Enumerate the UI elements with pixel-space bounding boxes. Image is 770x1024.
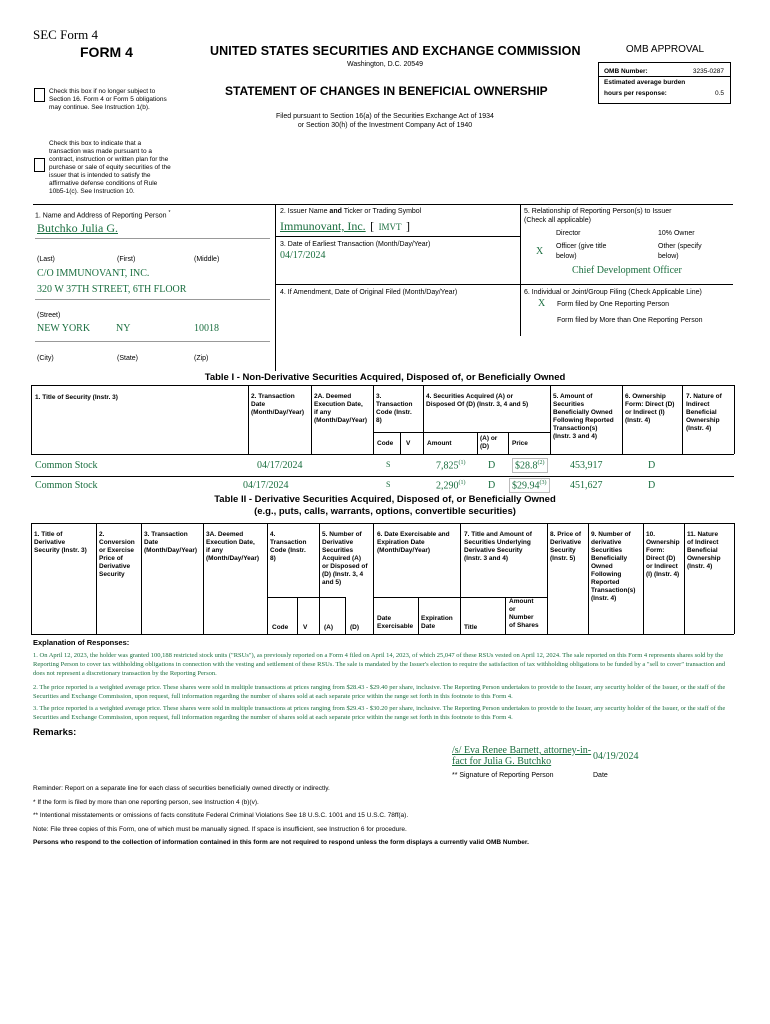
t1-col5-line: Following Reported xyxy=(553,417,614,424)
row1-amount xyxy=(436,460,466,471)
box1-last: (Last) xyxy=(37,256,55,263)
t2-col2-line: Conversion xyxy=(99,539,135,546)
filed-pursuant-line1: Filed pursuant to Section 16(a) of the Securities Exchange Act of 1934 xyxy=(276,113,494,120)
t1-col4-line: Disposed Of (D) (Instr. 3, 4 and 5) xyxy=(426,401,529,408)
footnote-1: 1. On April 12, 2023, the holder was granted 100,188 restricted stock units ("RSUs"), as previously reported on a Form 4 filed on April 14, 2023, of which 25,047 of these RSUs vested on April 12, 2024. The sale reported on this Form 4 represents shares sold by the Reporting Person to cover tax withholding obligations in connection with the vesting and settlement of these RSUs. The sale is mandated by the Issuer's election to require the satisfaction of tax withholding obligations to be funded by a "sell to cover" transaction and does not represent a discretionary transaction by the Reporting Person. xyxy=(33,652,726,677)
row2-amount-footnote: (1) xyxy=(458,480,466,486)
t1-col2a-line: if any xyxy=(314,409,331,416)
t1-col5-line: Securities xyxy=(553,401,585,408)
table1-col-border xyxy=(477,432,478,454)
t1-col2-line: (Month/Day/Year) xyxy=(251,409,305,416)
t2-col3a-line: 3A. Deemed xyxy=(206,531,244,538)
t2-col2-line: Security xyxy=(99,571,125,578)
box3-label: 3. Date of Earliest Transaction (Month/Day/Year) xyxy=(280,241,431,248)
t2-col9-line: (Instr. 4) xyxy=(591,595,617,602)
t2-col11-line: of Indirect xyxy=(687,539,719,546)
t2-exp-line: Expiration xyxy=(421,615,453,622)
statement-title: STATEMENT OF CHANGES IN BENEFICIAL OWNERSHIP xyxy=(225,84,548,98)
t1-v-header: V xyxy=(406,440,411,447)
t2-col10-header xyxy=(646,531,680,579)
t2-col10-line: Ownership xyxy=(646,539,680,546)
earliest-transaction-date: 04/17/2024 xyxy=(280,250,326,261)
t2-col2-line: Derivative xyxy=(99,563,131,570)
t2-col4-line: 8) xyxy=(270,555,276,562)
t2-col5-header xyxy=(322,531,368,587)
t2-col5-line: Securities xyxy=(322,547,354,554)
t1-col7-line: Ownership xyxy=(686,417,720,424)
table1-col-border xyxy=(550,385,551,454)
t1-col5-header xyxy=(553,393,614,441)
box1-city: (City) xyxy=(37,355,54,362)
t2-col10-line: (I) (Instr. 4) xyxy=(646,571,680,578)
section16-checkbox[interactable] xyxy=(34,88,45,102)
t1-aord-header xyxy=(480,435,497,451)
t2-col6-line: (Month/Day/Year) xyxy=(377,547,431,554)
t2-col8-header xyxy=(550,531,581,563)
omb-approval-title: OMB APPROVAL xyxy=(625,44,705,55)
box1-name-line xyxy=(35,238,270,239)
t2-col9-line: Following xyxy=(591,571,622,578)
table2-title1: Table II - Derivative Securities Acquired, Disposed of, or Beneficially Owned xyxy=(214,494,556,505)
row2-amount-value: 2,290 xyxy=(436,480,459,492)
t2-col5-line: (D) (Instr. 3, 4 xyxy=(322,571,364,578)
row2-amount xyxy=(436,480,466,491)
t2-d-header: (D) xyxy=(350,624,360,631)
t1-col7-line: Indirect xyxy=(686,401,710,408)
table2-col-border xyxy=(547,523,548,634)
t2-col3a-header xyxy=(206,531,259,563)
section16-line: may continue. See Instruction 1(b). xyxy=(49,104,150,111)
t2-amount-line: of Shares xyxy=(509,622,539,629)
t1-col2a-header xyxy=(314,393,367,425)
box1-zip: (Zip) xyxy=(194,355,209,362)
table2-col-border xyxy=(345,597,346,634)
one-person-label: Form filed by One Reporting Person xyxy=(557,301,670,308)
t2-col5-line: or Disposed of xyxy=(322,563,368,570)
t2-col6-header xyxy=(377,531,450,555)
remarks-label: Remarks: xyxy=(33,727,77,738)
table2-col-border xyxy=(267,523,268,634)
agency-location: Washington, D.C. 20549 xyxy=(346,61,423,68)
zip-value: 10018 xyxy=(194,323,219,334)
t1-col6-header xyxy=(625,393,674,425)
table1-col-border xyxy=(248,385,249,454)
t2-col4-line: 4. xyxy=(270,531,276,538)
t2-col3a-line: if any xyxy=(206,547,223,554)
address-line1: C/O IMMUNOVANT, INC. xyxy=(37,268,150,279)
table1-col-border xyxy=(311,385,312,454)
t2-col2-line: Price of xyxy=(99,555,123,562)
ticker-open-bracket: [ xyxy=(370,219,375,233)
t1-col5-line: Transaction(s) xyxy=(553,425,598,432)
signature-line2: fact for Julia G. Butchko xyxy=(452,756,552,767)
other-label2: below) xyxy=(658,253,679,260)
filed-pursuant-line2: or Section 30(h) of the Investment Company Act of 1940 xyxy=(297,122,473,129)
t2-col5-line: Derivative xyxy=(322,539,354,546)
rule10b5-line: affirmative defense conditions of Rule xyxy=(49,180,158,187)
box3-bottom-border xyxy=(275,284,733,285)
section16-text xyxy=(49,88,167,112)
table2-col-border xyxy=(297,597,298,634)
one-person-check-mark[interactable]: X xyxy=(538,298,546,309)
issuer-name[interactable]: Immunovant, Inc. xyxy=(280,219,366,233)
section16-line: Section 16. Form 4 or Form 5 obligations xyxy=(49,96,167,103)
table1-col-border xyxy=(682,385,683,454)
t1-col2-line: Date xyxy=(251,401,266,408)
row2-price-footnote: (3) xyxy=(539,480,547,486)
row1-amount-footnote: (1) xyxy=(458,460,466,466)
reporting-person-name[interactable]: Butchko Julia G. xyxy=(37,221,118,235)
officer-title: Chief Development Officer xyxy=(572,265,682,276)
t2-col4-header xyxy=(270,531,306,563)
t2-col1-line: 1. Title of xyxy=(34,531,63,538)
footnote-2: 2. The price reported is a weighted average price. These shares were sold in multiple transactions at prices ranging from $28.43 - $29.40 per share, inclusive. The Reporting Person undertakes to provide to the Issuer, any security holder of the Issuer, or the staff of the Securities and Exchange Commission, upon request, full information regarding the number of shares sold at each separate price within the range set forth in this footnote to this Form 4. xyxy=(33,684,726,700)
t2-col11-line: (Instr. 4) xyxy=(687,563,713,570)
omb-hours-value: 0.5 xyxy=(714,90,724,97)
t2-col9-line: derivative xyxy=(591,539,622,546)
t1-col6-line: Form: Direct (D) xyxy=(625,401,675,408)
note-4: Persons who respond to the collection of information contained in this form are not required to respond unless the form displays a currently valid OMB Number. xyxy=(33,839,529,846)
t2-title-header: Title xyxy=(464,624,478,631)
other-label1: Other (specify xyxy=(658,243,702,250)
note-1: * If the form is filed by more than one reporting person, see Instruction 4 (b)(v). xyxy=(33,799,259,806)
officer-check-mark[interactable]: X xyxy=(536,246,544,257)
t1-col7-line: 7. Nature of xyxy=(686,393,722,400)
t2-date-ex-line: Exercisable xyxy=(377,623,414,630)
t1-col7-header xyxy=(686,393,722,433)
t2-col1-line: Security (Instr. 3) xyxy=(34,547,87,554)
t2-col8-line: Security xyxy=(550,547,576,554)
t2-amount-line: Number xyxy=(509,614,534,621)
sec-form-label: SEC Form 4 xyxy=(33,27,99,42)
row1-price xyxy=(512,458,548,473)
t2-exp-line: Date xyxy=(421,623,436,630)
t2-col9-line: Transaction(s) xyxy=(591,587,636,594)
signature-line1: /s/ Eva Renee Barnett, attorney-in- xyxy=(452,745,592,756)
t2-col5-line: Acquired (A) xyxy=(322,555,361,562)
t2-col10-line: or Indirect xyxy=(646,563,678,570)
t1-col3-line: 8) xyxy=(376,417,382,424)
box1-middle: (Middle) xyxy=(194,256,220,263)
table2-col-border xyxy=(319,523,320,634)
t1-price-header: Price xyxy=(512,440,528,447)
t1-col5-line: 5. Amount of xyxy=(553,393,593,400)
table1-col-border xyxy=(622,385,623,454)
table2-col-border xyxy=(96,523,97,634)
row1-ad: D xyxy=(488,460,496,471)
t1-col3-header xyxy=(376,393,412,425)
note-3: Note: File three copies of this Form, one of which must be manually signed. If space is insufficient, see Instruction 6 for procedure. xyxy=(33,826,407,833)
box2-label-b: Ticker or Trading Symbol xyxy=(341,208,422,215)
t1-aord-line1: (A) or xyxy=(480,435,498,442)
issuer-line xyxy=(280,217,410,235)
footnote-3: 3. The price reported is a weighted average price. These shares were sold in multiple transactions at prices ranging from $29.43 - $30.20 per share, inclusive. The Reporting Person undertakes to provide to the Issuer, any security holder of the Issuer, or the staff of the Securities and Exchange Commission, upon request, full information regarding the number of shares sold at each separate price within the range set forth in this footnote to this Form 4. xyxy=(33,705,726,721)
row1-code: S xyxy=(386,460,391,469)
signature-date: 04/19/2024 xyxy=(593,751,639,762)
table1-col-border xyxy=(508,432,509,454)
row2-ad: D xyxy=(488,480,496,491)
box1-first: (First) xyxy=(117,256,136,263)
table2-col-border xyxy=(643,523,644,634)
t2-col1-header xyxy=(34,531,87,555)
row2-owned: 451,627 xyxy=(570,480,603,491)
box5-label1: 5. Relationship of Reporting Person(s) to Issuer xyxy=(524,208,672,215)
t1-col2-header xyxy=(251,393,304,417)
t2-col10-line: Form: xyxy=(646,547,665,554)
t2-col7-line: Derivative Security xyxy=(464,547,523,554)
t1-col2a-line: Execution Date, xyxy=(314,401,363,408)
t2-col4-line: Transaction xyxy=(270,539,307,546)
t2-col3-line: (Month/Day/Year) xyxy=(144,547,198,554)
table2-col-border xyxy=(588,523,589,634)
table1-top-border xyxy=(31,385,734,386)
t2-col9-line: 9. Number of xyxy=(591,531,631,538)
t2-col9-line: Owned xyxy=(591,563,613,570)
row2-price xyxy=(509,478,550,493)
omb-number-value: 3235-0287 xyxy=(692,68,724,75)
row2-form: D xyxy=(648,480,656,491)
box1-right-border xyxy=(275,204,276,371)
t2-col5-line: 5. Number of xyxy=(322,531,362,538)
rule10b5-line: issuer that is intended to satisfy the xyxy=(49,172,151,179)
t1-col7-line: Beneficial xyxy=(686,409,717,416)
t2-col9-line: Beneficially xyxy=(591,555,628,562)
table1-col-border xyxy=(423,385,424,454)
t2-col8-line: (Instr. 5) xyxy=(550,555,576,562)
t1-col3-line: Transaction xyxy=(376,401,413,408)
box-top-border xyxy=(33,204,733,205)
box1-label xyxy=(35,209,170,220)
t2-col2-line: or Exercise xyxy=(99,547,135,554)
agency-title: UNITED STATES SECURITIES AND EXCHANGE COMMISSION xyxy=(210,44,581,58)
box2-right-border xyxy=(520,204,521,336)
omb-divider xyxy=(599,76,730,77)
table2-col-border xyxy=(505,597,506,634)
t1-code-header: Code xyxy=(377,440,394,447)
table2-col-border xyxy=(734,523,735,634)
t2-col11-line: Ownership xyxy=(687,555,721,562)
row1-price-footnote: (2) xyxy=(537,460,545,466)
row2-code: S xyxy=(386,480,391,489)
table1-header-bottom xyxy=(31,454,734,455)
t2-col11-line: Beneficial xyxy=(687,547,718,554)
signature xyxy=(452,745,591,767)
omb-hours-label: hours per response: xyxy=(604,90,667,97)
t2-col7-line: Securities Underlying xyxy=(464,539,531,546)
t2-col3-line: Date xyxy=(144,539,159,546)
t2-col3a-line: (Month/Day/Year) xyxy=(206,555,260,562)
more-persons-label: Form filed by More than One Reporting Person xyxy=(557,317,703,324)
table1-col-border xyxy=(31,385,32,454)
t2-col8-line: Derivative xyxy=(550,539,582,546)
table1-row-divider xyxy=(31,476,734,477)
box1-label-text: 1. Name and Address of Reporting Person xyxy=(35,212,167,220)
reminder-note: Reminder: Report on a separate line for each class of securities beneficially owned directly or indirectly. xyxy=(33,785,330,792)
box2-label-a: 2. Issuer Name xyxy=(280,208,330,215)
t2-col3-header xyxy=(144,531,197,555)
table2-col-border xyxy=(373,523,374,634)
t2-col7-line: (Instr. 3 and 4) xyxy=(464,555,509,562)
ten-pct-owner-label: 10% Owner xyxy=(658,230,695,237)
t2-col9-header xyxy=(591,531,635,603)
table2-header-bottom xyxy=(31,634,734,635)
t2-col2-header xyxy=(99,531,135,579)
table2-top-border xyxy=(31,523,734,524)
t2-col11-line: 11. Nature xyxy=(687,531,719,538)
t1-col2a-line: (Month/Day/Year) xyxy=(314,417,368,424)
rule10b5-line: 10b5-1(c). See Instruction 10. xyxy=(49,188,135,195)
row1-amount-value: 7,825 xyxy=(436,460,459,472)
rule10b5-line: transaction was made pursuant to a xyxy=(49,148,152,155)
t2-col5-line: and 5) xyxy=(322,579,342,586)
row1-date: 04/17/2024 xyxy=(257,460,303,471)
t2-col4-line: Code (Instr. xyxy=(270,547,306,554)
t2-col6-line: 6. Date Exercisable and xyxy=(377,531,450,538)
t1-col5-line: Beneficially Owned xyxy=(553,409,613,416)
rule10b5-checkbox[interactable] xyxy=(34,158,45,172)
t2-expiration-header xyxy=(421,615,453,631)
explanation-label: Explanation of Responses: xyxy=(33,638,130,647)
t2-col7-line: 7. Title and Amount of xyxy=(464,531,532,538)
table1-col-border xyxy=(734,385,735,454)
row1-owned: 453,917 xyxy=(570,460,603,471)
table1-col-border xyxy=(400,432,401,454)
ticker-close-bracket: ] xyxy=(406,219,411,233)
table1-title: Table I - Non-Derivative Securities Acquired, Disposed of, or Beneficially Owned xyxy=(204,372,566,383)
t2-amount-header xyxy=(509,598,539,630)
t2-col8-line: 8. Price of xyxy=(550,531,582,538)
rule10b5-line: purchase or sale of equity securities of the xyxy=(49,164,171,171)
t2-code-header: Code xyxy=(272,624,289,631)
t1-col5-line: (Instr. 3 and 4) xyxy=(553,433,598,440)
t1-col3-line: Code (Instr. xyxy=(376,409,412,416)
table1-col-border xyxy=(373,385,374,454)
date-label: Date xyxy=(593,772,608,779)
t2-col10-line: Direct (D) xyxy=(646,555,676,562)
t2-amount-line: or xyxy=(509,606,516,613)
table2-title2: (e.g., puts, calls, warrants, options, convertible securities) xyxy=(254,506,516,517)
table2-col-border xyxy=(418,597,419,634)
box2-label xyxy=(280,207,421,216)
box1-street: (Street) xyxy=(37,312,61,319)
t2-col9-line: Reported xyxy=(591,579,620,586)
omb-burden-label: Estimated average burden xyxy=(604,79,686,86)
table2-col-border xyxy=(31,523,32,634)
officer-label1: Officer (give title xyxy=(556,243,607,250)
table-row xyxy=(31,456,734,474)
t2-date-exercisable-header xyxy=(377,615,413,631)
t1-col2-line: 2. Transaction xyxy=(251,393,295,400)
form-number: FORM 4 xyxy=(80,44,133,60)
t2-col1-line: Derivative xyxy=(34,539,66,546)
ticker-symbol: IMVT xyxy=(378,222,402,232)
row2-title: Common Stock xyxy=(35,480,98,491)
t2-col9-line: Securities xyxy=(591,547,623,554)
t1-col2a-line: 2A. Deemed xyxy=(314,393,352,400)
rule10b5-line: Check this box to indicate that a xyxy=(49,140,142,147)
t2-col11-header xyxy=(687,531,721,571)
table2-col-border xyxy=(141,523,142,634)
table2-col-border xyxy=(203,523,204,634)
section16-line: Check this box if no longer subject to xyxy=(49,88,156,95)
box4-label: 4. If Amendment, Date of Original Filed (Month/Day/Year) xyxy=(280,289,458,296)
box1-state: (State) xyxy=(117,355,139,362)
t1-col3-line: 3. xyxy=(376,393,382,400)
t1-col6-line: 6. Ownership xyxy=(625,393,666,400)
box1-label-mark: * xyxy=(168,210,171,216)
t2-v-header: V xyxy=(303,624,308,631)
t1-col1-header: 1. Title of Security (Instr. 3) xyxy=(35,394,118,401)
omb-number-label: OMB Number: xyxy=(604,68,648,75)
city-value: NEW YORK xyxy=(37,323,91,334)
row1-form: D xyxy=(648,460,656,471)
t2-a-header: (A) xyxy=(324,624,334,631)
officer-label2: below) xyxy=(556,253,577,260)
row1-title: Common Stock xyxy=(35,460,98,471)
t1-col4-line: 4. Securities Acquired (A) or xyxy=(426,393,514,400)
address-line2: 320 W 37TH STREET, 6TH FLOOR xyxy=(37,284,187,295)
box1-address-line xyxy=(35,299,270,300)
t1-col6-line: or Indirect (I) xyxy=(625,409,665,416)
t2-col7-header xyxy=(464,531,532,563)
box2-bottom-border xyxy=(275,236,520,237)
t1-col7-line: (Instr. 4) xyxy=(686,425,712,432)
row2-price-value: $29.94 xyxy=(512,480,540,492)
box1-city-line xyxy=(35,341,270,342)
t2-col6-line: Expiration Date xyxy=(377,539,425,546)
table2-col-border xyxy=(460,523,461,634)
t1-amount-header: Amount xyxy=(427,440,452,447)
table2-sub-line-a xyxy=(267,597,345,598)
t2-col10-line: 10. xyxy=(646,531,656,538)
box2-label-and: and xyxy=(329,208,342,215)
row1-price-value: $28.8 xyxy=(515,460,538,472)
t1-aord-line2: (D) xyxy=(480,443,490,450)
omb-approval-box xyxy=(598,62,731,104)
director-label: Director xyxy=(556,230,581,237)
t2-amount-line: Amount xyxy=(509,598,534,605)
t1-col6-line: (Instr. 4) xyxy=(625,417,651,424)
rule10b5-line: contract, instruction or written plan for the xyxy=(49,156,169,163)
t2-col3-line: 3. Transaction xyxy=(144,531,188,538)
rule10b5-text xyxy=(49,140,171,196)
t1-col4-header xyxy=(426,393,528,409)
state-value: NY xyxy=(116,323,131,334)
t2-col3a-line: Execution Date, xyxy=(206,539,255,546)
signature-label: ** Signature of Reporting Person xyxy=(452,772,554,779)
note-2: ** Intentional misstatements or omissions of facts constitute Federal Criminal Violations See 18 U.S.C. 1001 and 15 U.S.C. 78ff(a). xyxy=(33,812,409,819)
t2-col2-line: 2. xyxy=(99,531,105,538)
t2-date-ex-line: Date xyxy=(377,615,392,622)
box6-label: 6. Individual or Joint/Group Filing (Check Applicable Line) xyxy=(524,289,702,296)
box5-label2: (Check all applicable) xyxy=(524,217,591,224)
table2-col-border xyxy=(684,523,685,634)
row2-date: 04/17/2024 xyxy=(243,480,289,491)
